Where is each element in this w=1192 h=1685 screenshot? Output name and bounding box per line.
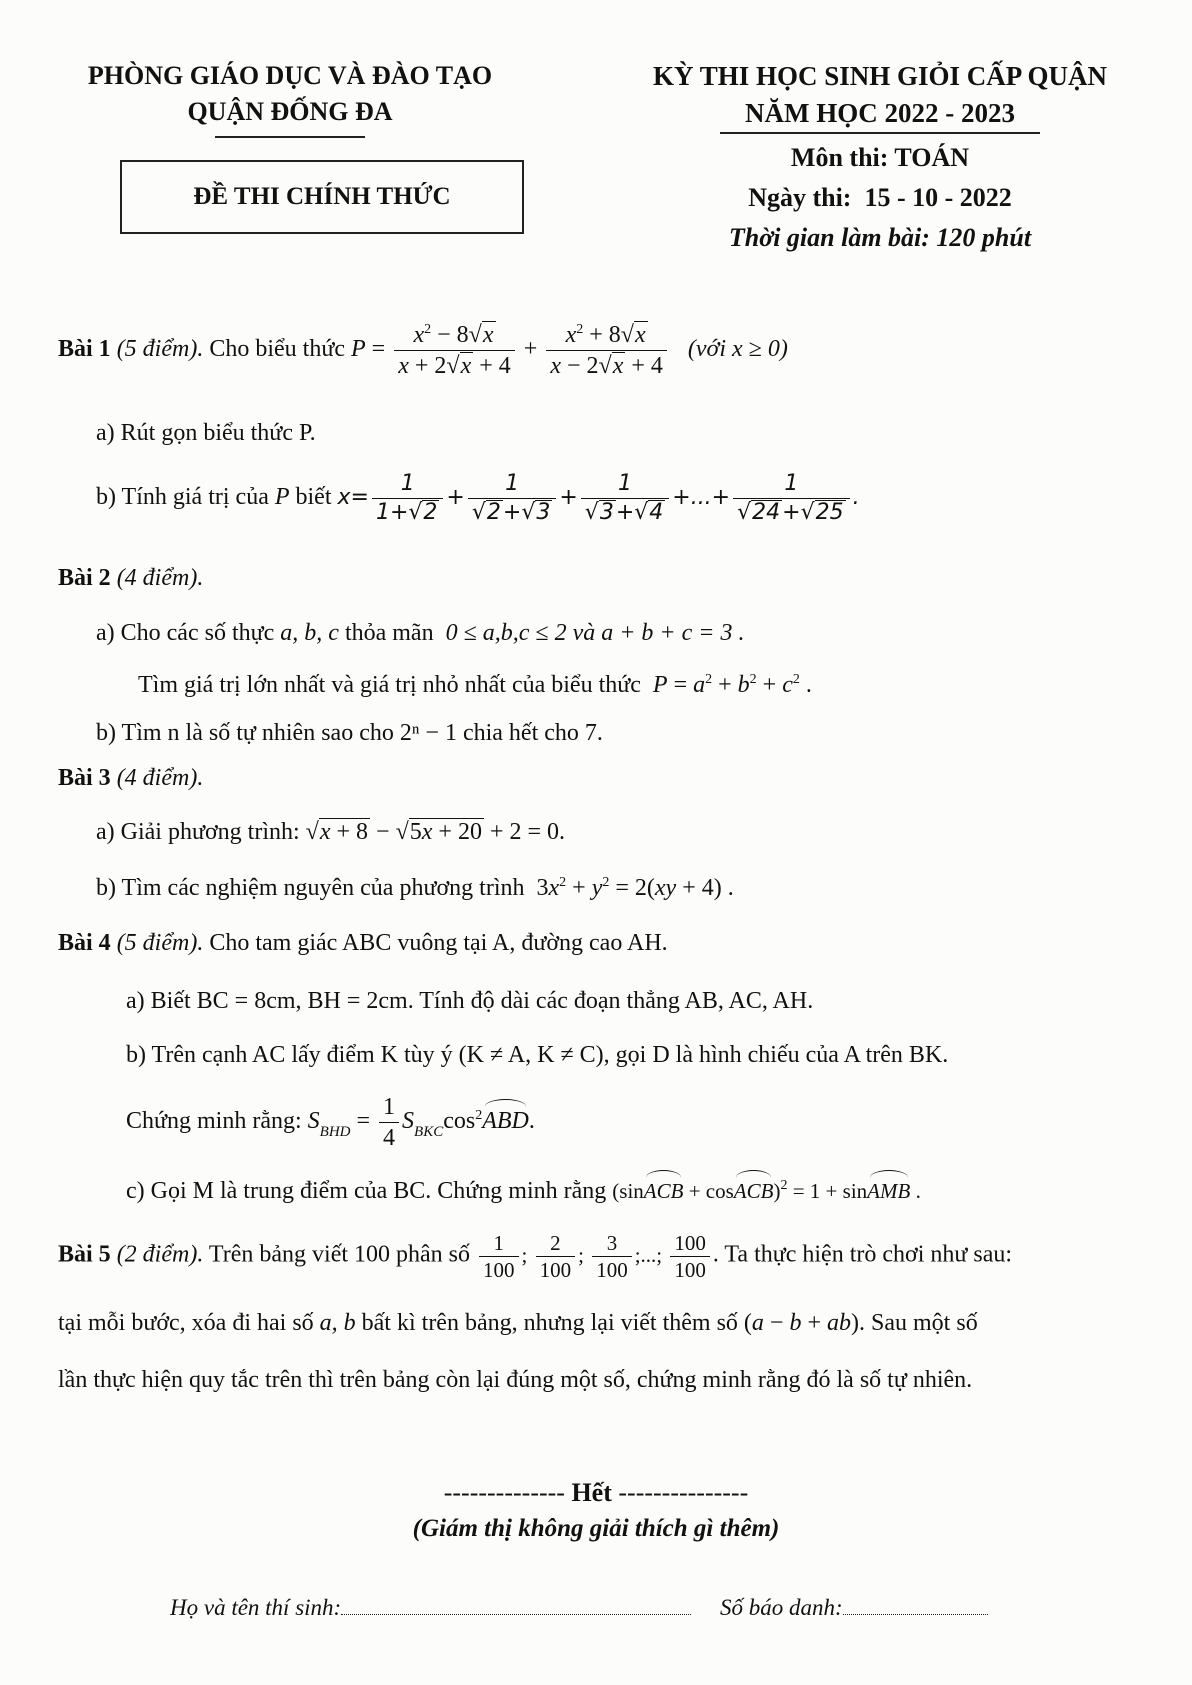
bai3-equation: √x + 8 − √5x + 20 + 2 = 0. [305, 819, 566, 845]
bai4-trig-identity: (sinACB + cosACB)$^2$ = 1 + sinAMB . [612, 1178, 921, 1203]
bai5-text2b: bất kì trên bảng, nhưng lại viết thêm số [361, 1310, 738, 1336]
candidate-name-blank [341, 1613, 691, 1615]
bai1-title: Bài 1 [58, 336, 111, 363]
bai4-prove-label: Chứng minh rằng: [126, 1108, 302, 1135]
header-rule [215, 136, 365, 138]
official-exam-box [120, 160, 524, 234]
bai5-title: Bài 5 [58, 1241, 111, 1268]
bai5-text1b: . Ta thực hiện trò chơi như sau: [712, 1241, 1013, 1268]
bai2-a-question: Tìm giá trị lớn nhất và giá trị nhỏ nhất của biểu thức [138, 672, 641, 698]
bai5-line1 [58, 1230, 1012, 1284]
district-name: QUẬN ĐỐNG ĐA [187, 97, 393, 126]
exam-date [620, 178, 1140, 218]
bai1-b-label: b) Tính giá trị của [96, 484, 269, 510]
bai1-intro: Cho biểu thức [209, 336, 345, 363]
date-value: 15 - 10 - 2022 [864, 183, 1012, 212]
bai4-intro: Cho tam giác ABC vuông tại A, đường cao AH. [209, 930, 668, 956]
bai3-diophantine: $3x^2 + y^2 = 2(xy + 4)$ . [536, 875, 734, 901]
bai1-x-expression: x= $\frac{1}{1+√2}$ + $\frac{1}{√2+√3}$ + $\frac{1}{√3+√4}$ +...+ $\frac{1}{√24+√25}$ . [337, 471, 860, 525]
exam-header [620, 58, 1140, 258]
bai1-b-var: P [274, 484, 290, 510]
bai4-area-formula: $S_{BHD}$ = $\frac{1}{4}$ $S_{BKC}\cos^2ABD$. [307, 1094, 535, 1151]
department-header [70, 58, 510, 138]
bai3-a-label: a) Giải phương trình: [96, 819, 300, 845]
bai3-points: (4 điểm). [116, 765, 204, 791]
bai3-heading [58, 765, 203, 792]
official-exam-label: ĐỀ THI CHÍNH THỨC [193, 183, 451, 210]
bai2-heading [58, 565, 203, 592]
bai1-condition: (với x ≥ 0) [687, 336, 788, 363]
candidate-name-label: Họ và tên thí sinh: [170, 1595, 342, 1620]
bai5-points: (2 điểm). [116, 1241, 204, 1268]
bai2-points: (4 điểm). [116, 565, 204, 591]
candidate-number-field [720, 1595, 988, 1621]
bai2-part-b: b) Tìm n là số tự nhiên sao cho 2ⁿ − 1 chia hết cho 7. [96, 720, 603, 746]
exam-title: KỲ THI HỌC SINH GIỎI CẤP QUẬN [652, 61, 1108, 91]
bai4-c-text: c) Gọi M là trung điểm của BC. Chứng minh rằng [126, 1178, 607, 1204]
bai3-part-a [96, 818, 565, 846]
bai5-text2a: tại mỗi bước, xóa đi hai số [58, 1310, 314, 1336]
candidate-name-field [170, 1595, 691, 1621]
exam-subject: Môn thi: TOÁN [790, 143, 970, 172]
bai3-part-b [96, 875, 734, 902]
bai4-points: (5 điểm). [116, 930, 204, 956]
bai5-text1: Trên bảng viết 100 phân số [208, 1241, 470, 1268]
bai2-title: Bài 2 [58, 565, 111, 591]
bai2-a-condition: 0 ≤ a,b,c ≤ 2 và a + b + c = 3 . [445, 620, 745, 646]
bai2-a-vars: a, b, c [280, 620, 339, 646]
bai1-statement [58, 320, 788, 381]
bai2-part-a-line2: Tìm giá trị lớn nhất và giá trị nhỏ nhất của biểu thức $P = a^2 + b^2 + c^2$ . [138, 672, 812, 698]
bai4-part-b-prove [126, 1092, 535, 1153]
end-marker: -------------- Hết --------------- [443, 1478, 749, 1507]
end-label: Hết [571, 1478, 612, 1507]
bai4-part-c [126, 1178, 921, 1205]
bai1-expression: P = $\frac{x^2 - 8√x}{x + 2√x + 4}$ + $\frac{x^2 + 8√x}{x - 2√x + 4}$ [351, 336, 676, 362]
candidate-number-blank [843, 1613, 988, 1615]
candidate-number-label: Số báo danh: [720, 1595, 843, 1620]
proctor-note: (Giám thị không giải thích gì thêm) [412, 1515, 780, 1542]
bai5-text2c: . Sau một số [859, 1310, 978, 1336]
bai3-b-label: b) Tìm các nghiệm nguyên của phương trình [96, 875, 525, 901]
bai1-points: (5 điểm). [116, 336, 204, 363]
bai1-part-a: a) Rút gọn biểu thức P. [96, 420, 316, 446]
school-year: NĂM HỌC 2022 - 2023 [745, 98, 1015, 128]
bai2-a-text: thỏa mãn [344, 620, 434, 646]
bai2-part-a [96, 620, 744, 647]
bai4-part-a: a) Biết BC = 8cm, BH = 2cm. Tính độ dài các đoạn thẳng AB, AC, AH. [126, 988, 814, 1014]
bai2-a-label: a) Cho các số thực [96, 620, 275, 646]
bai3-title: Bài 3 [58, 765, 111, 791]
department-name: PHÒNG GIÁO DỤC VÀ ĐÀO TẠO [87, 61, 493, 90]
exam-duration: Thời gian làm bài: 120 phút [728, 223, 1032, 252]
bai5-line3: lần thực hiện quy tắc trên thì trên bảng còn lại đúng một số, chứng minh rằng đó là số tự nhiên. [58, 1367, 973, 1393]
date-label: Ngày thi: [748, 183, 852, 212]
bai5-line2: tại mỗi bước, xóa đi hai số a, b bất kì trên bảng, nhưng lại viết thêm số (a − b + ab). Sau một số [58, 1310, 978, 1336]
bai1-part-b [96, 470, 860, 526]
bai4-statement [58, 930, 668, 957]
bai1-b-text: biết [295, 484, 332, 510]
bai4-title: Bài 4 [58, 930, 111, 956]
bai4-part-b: b) Trên cạnh AC lấy điểm K tùy ý (K ≠ A, K ≠ C), gọi D là hình chiếu của A trên BK. [126, 1042, 949, 1068]
bai5-fractions: $\frac{1}{100}$ ; $\frac{2}{100}$ ; $\frac{3}{100}$ ;...; $\frac{100}{100}$ [476, 1243, 713, 1267]
